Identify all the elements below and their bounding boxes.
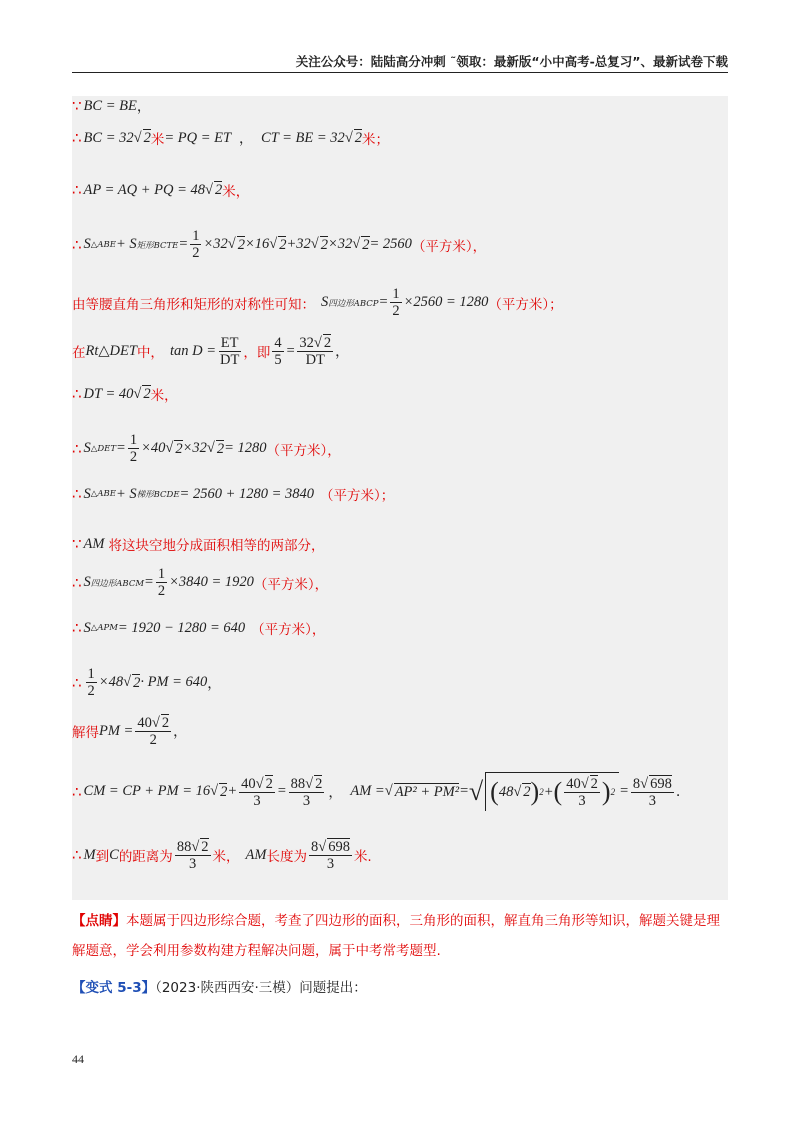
solution-line-5 [72, 286, 563, 319]
math-expr: ×48 [98, 674, 124, 690]
math-expr: BC = BE [83, 97, 137, 114]
key-point-note [72, 906, 728, 966]
therefore-symbol: ∴ [72, 439, 82, 458]
area-subscript: 梯形BCDE [136, 490, 180, 500]
unit-text: （平方米）； [488, 296, 563, 313]
math-expr: = PQ = ET [164, 129, 232, 146]
unit-text: 米. [353, 849, 372, 865]
unit-text: 米 [150, 132, 165, 148]
unit-text: （平方米）， [266, 442, 341, 459]
therefore-symbol: ∴ [72, 619, 82, 637]
therefore-symbol: ∴ [72, 181, 82, 199]
explanation-text: 长度为 [266, 849, 307, 865]
punct: ， [335, 344, 350, 360]
therefore-symbol: ∴ [72, 129, 82, 147]
fraction: $\frac{8√ 698}{3}$ [310, 839, 350, 872]
explanation-text: 将这块空地分成面积相等的两部分， [108, 538, 325, 554]
math-expr: ×32 [328, 236, 353, 252]
because-symbol: ∵ [72, 535, 82, 553]
punct: ， [328, 784, 343, 801]
math-expr: ×40 [141, 440, 166, 456]
solution-line-1 [72, 96, 151, 116]
fraction: $\frac{1}{2}$ [129, 432, 138, 465]
solution-line-15: ∴ CM = CP + PM = 16 √ 2 + $\frac{40√ 2}{3}$ = $\frac{88√ 2}{3}$ ， AM = √ AP² + PM² = √ ( 48 √ 2 ) 2 + ( $\frac{40√ 2}{3}$ ) 2 = $\frac{8√ 698}{3}$ . [72, 772, 680, 811]
radicand: 2 [279, 236, 287, 253]
math-expr: = 1280 [224, 440, 267, 456]
radicand: 2 [143, 130, 151, 146]
math-expr: Rt△DET [85, 342, 137, 359]
math-expr: AM [245, 846, 267, 863]
header-rule [72, 72, 728, 73]
fraction: $\frac{88√ 2}{3}$ [290, 775, 323, 809]
sqrt-sign: √ [205, 181, 213, 198]
math-expr: = 2560 [369, 236, 412, 252]
math-expr: + S [115, 485, 137, 502]
punct: . [675, 783, 681, 800]
unit-text: 米， [212, 849, 240, 865]
area-symbol: S [83, 574, 91, 590]
math-expr: = [178, 236, 189, 252]
solution-line-9 [72, 484, 394, 504]
radicand: 2 [133, 674, 141, 691]
math-expr: = [619, 783, 629, 799]
math-expr: + [227, 783, 238, 799]
unit-text: 米， [222, 184, 250, 200]
fraction: $\frac{32√ 2}{DT}$ [299, 335, 332, 368]
fraction: $\frac{1}{2}$ [392, 286, 400, 319]
area-subscript: △APM [90, 623, 118, 633]
math-expr: = [116, 440, 126, 456]
area-subscript: 四边形ABCM [90, 578, 145, 589]
solution-line-11 [72, 566, 328, 599]
area-symbol: S [83, 440, 91, 456]
math-expr: ×32 [182, 440, 207, 456]
solution-line-4: ∴ S △ABE + S 矩形BCTE = $\frac{1}{2}$ ×32 √ 2 ×16 √ 2 +32 √ 2 ×32 √ 2 = 2560 （平方米）， [72, 228, 487, 261]
explanation-text: 解得 [72, 725, 99, 741]
unit-text: 米， [150, 388, 178, 404]
solution-line-16 [72, 838, 372, 872]
key-point-text: 本题属于四边形综合题，考查了四边形的面积，三角形的面积，解直角三角形等知识，解题关键是理解题意，学会利用参数构建方程解决问题，属于中考常考题型. [72, 913, 720, 959]
math-expr: tan D = [169, 342, 216, 359]
area-subscript: △DET [90, 443, 117, 454]
area-symbol: S [83, 485, 91, 502]
therefore-symbol: ∴ [72, 846, 82, 864]
solution-line-12 [72, 618, 325, 638]
math-expr: = 2560 + 1280 = 3840 [179, 485, 315, 502]
math-expr: = [378, 294, 389, 310]
math-expr: ×3840 = 1920 [169, 574, 254, 590]
solution-line-7: ∴ DT = 40 √ 2 米， [72, 385, 178, 404]
math-expr: DT = 40 [83, 385, 134, 402]
fraction: $\frac{1}{2}$ [192, 228, 200, 261]
variant-text: （2023·陕西西安·三模）问题提出： [155, 980, 367, 996]
radicand: 2 [354, 130, 363, 146]
math-expr: M [83, 846, 96, 863]
solution-line-8: ∴ S △DET = $\frac{1}{2}$ ×40 √ 2 ×32 √ 2 = 1280 （平方米）， [72, 432, 341, 465]
radicand: 2 [216, 440, 225, 457]
punct: ， [136, 99, 151, 115]
math-expr: AM [83, 535, 105, 552]
radicand: 2 [320, 236, 328, 253]
explanation-text: 由等腰直角三角形和矩形的对称性可知： [72, 296, 315, 313]
radicand: 2 [214, 182, 223, 198]
therefore-symbol: ∴ [72, 782, 82, 801]
fraction: $\frac{40√ 2}{2}$ [137, 715, 170, 748]
unit-text: （平方米）， [253, 576, 329, 593]
unit-text: （平方米）； [320, 488, 395, 504]
solution-line-2 [72, 128, 389, 148]
area-subscript: △ABE [90, 489, 116, 499]
math-expr: = [459, 783, 469, 799]
fraction: $\frac{ET}{DT}$ [219, 334, 240, 368]
therefore-symbol: ∴ [72, 235, 82, 254]
punct: ， [173, 724, 188, 740]
therefore-symbol: ∴ [72, 673, 82, 692]
math-expr: = [144, 574, 154, 590]
solution-line-14 [72, 714, 187, 748]
explanation-text: 在 [72, 345, 86, 361]
fraction: $\frac{1}{2}$ [157, 566, 166, 599]
math-expr: +32 [286, 236, 311, 252]
big-radicand: ( 48 √ 2 ) 2 + ( $\frac{40√ 2}{3}$ ) 2 [485, 772, 619, 811]
area-subscript: 矩形BCTE [136, 240, 179, 251]
page-number: 44 [72, 1052, 84, 1066]
solution-line-6 [72, 334, 349, 368]
fraction: $\frac{88√ 2}{3}$ [176, 839, 209, 872]
math-expr: PM = [99, 722, 134, 739]
sqrt-sign: √ [133, 129, 142, 146]
area-subscript: △ABE [90, 239, 116, 250]
page-header: 关注公众号：陆陆高分冲刺 ˜领取：最新版“小中高考-总复习”、最新试卷下载 [295, 54, 728, 69]
radicand: 2 [143, 386, 151, 402]
math-expr: AM = [350, 783, 385, 799]
unit-text: （平方米）， [411, 238, 487, 255]
punct: ， [207, 675, 222, 692]
sqrt-sign: √ [344, 129, 353, 146]
radicand: 2 [220, 783, 228, 800]
math-expr: C [109, 846, 119, 863]
area-symbol: S [83, 619, 91, 636]
fraction: $\frac{8√ 698}{3}$ [632, 775, 672, 809]
solution-line-10 [72, 534, 324, 554]
variant-heading [72, 976, 367, 996]
math-expr: = 1920 − 1280 = 640 [117, 619, 246, 636]
punct: ， [239, 131, 254, 147]
math-expr: CT = BE = 32 [261, 129, 345, 146]
area-symbol: S [321, 294, 329, 310]
variant-tag: 【变式 5-3】 [72, 980, 156, 996]
unit-text: （平方米）， [251, 622, 326, 638]
explanation-text: ，即 [243, 345, 271, 361]
math-expr: BC = 32 [83, 129, 134, 146]
key-point-tag: 【点睛】 [72, 913, 126, 929]
math-expr: + S [115, 236, 137, 252]
explanation-text: 的距离为 [118, 849, 173, 865]
radicand: 2 [237, 236, 245, 253]
explanation-text: 到 [95, 849, 110, 865]
math-expr: = [285, 342, 296, 359]
therefore-symbol: ∴ [72, 485, 82, 503]
fraction: $\frac{4}{5}$ [274, 334, 282, 368]
solution-line-13: ∴ $\frac{1}{2}$ ×48 √ 2 · PM = 640 ， [72, 666, 222, 699]
math-expr: · PM = 640 [140, 674, 208, 690]
math-expr: AP = AQ + PQ = 48 [83, 181, 205, 198]
solution-line-3 [72, 180, 249, 200]
area-subscript: 四边形ABCP [328, 298, 379, 309]
math-expr: ×32 [203, 236, 228, 252]
radicand: 2 [175, 440, 183, 457]
fraction: $\frac{40√ 2}{3}$ [241, 775, 273, 809]
therefore-symbol: ∴ [72, 573, 82, 592]
explanation-text: 中， [136, 345, 164, 361]
radicand: AP² + PM² [394, 783, 460, 800]
area-symbol: S [83, 236, 91, 252]
unit-text: 米； [362, 132, 390, 148]
math-expr: = [276, 783, 287, 799]
math-expr: ×2560 = 1280 [403, 294, 489, 310]
fraction: $\frac{1}{2}$ [87, 666, 95, 699]
math-expr: ×16 [244, 236, 270, 252]
therefore-symbol: ∴ [72, 385, 82, 403]
because-symbol: ∵ [72, 97, 82, 115]
math-expr: CM = CP + PM = 16 [83, 783, 211, 799]
radicand: 2 [362, 236, 370, 253]
